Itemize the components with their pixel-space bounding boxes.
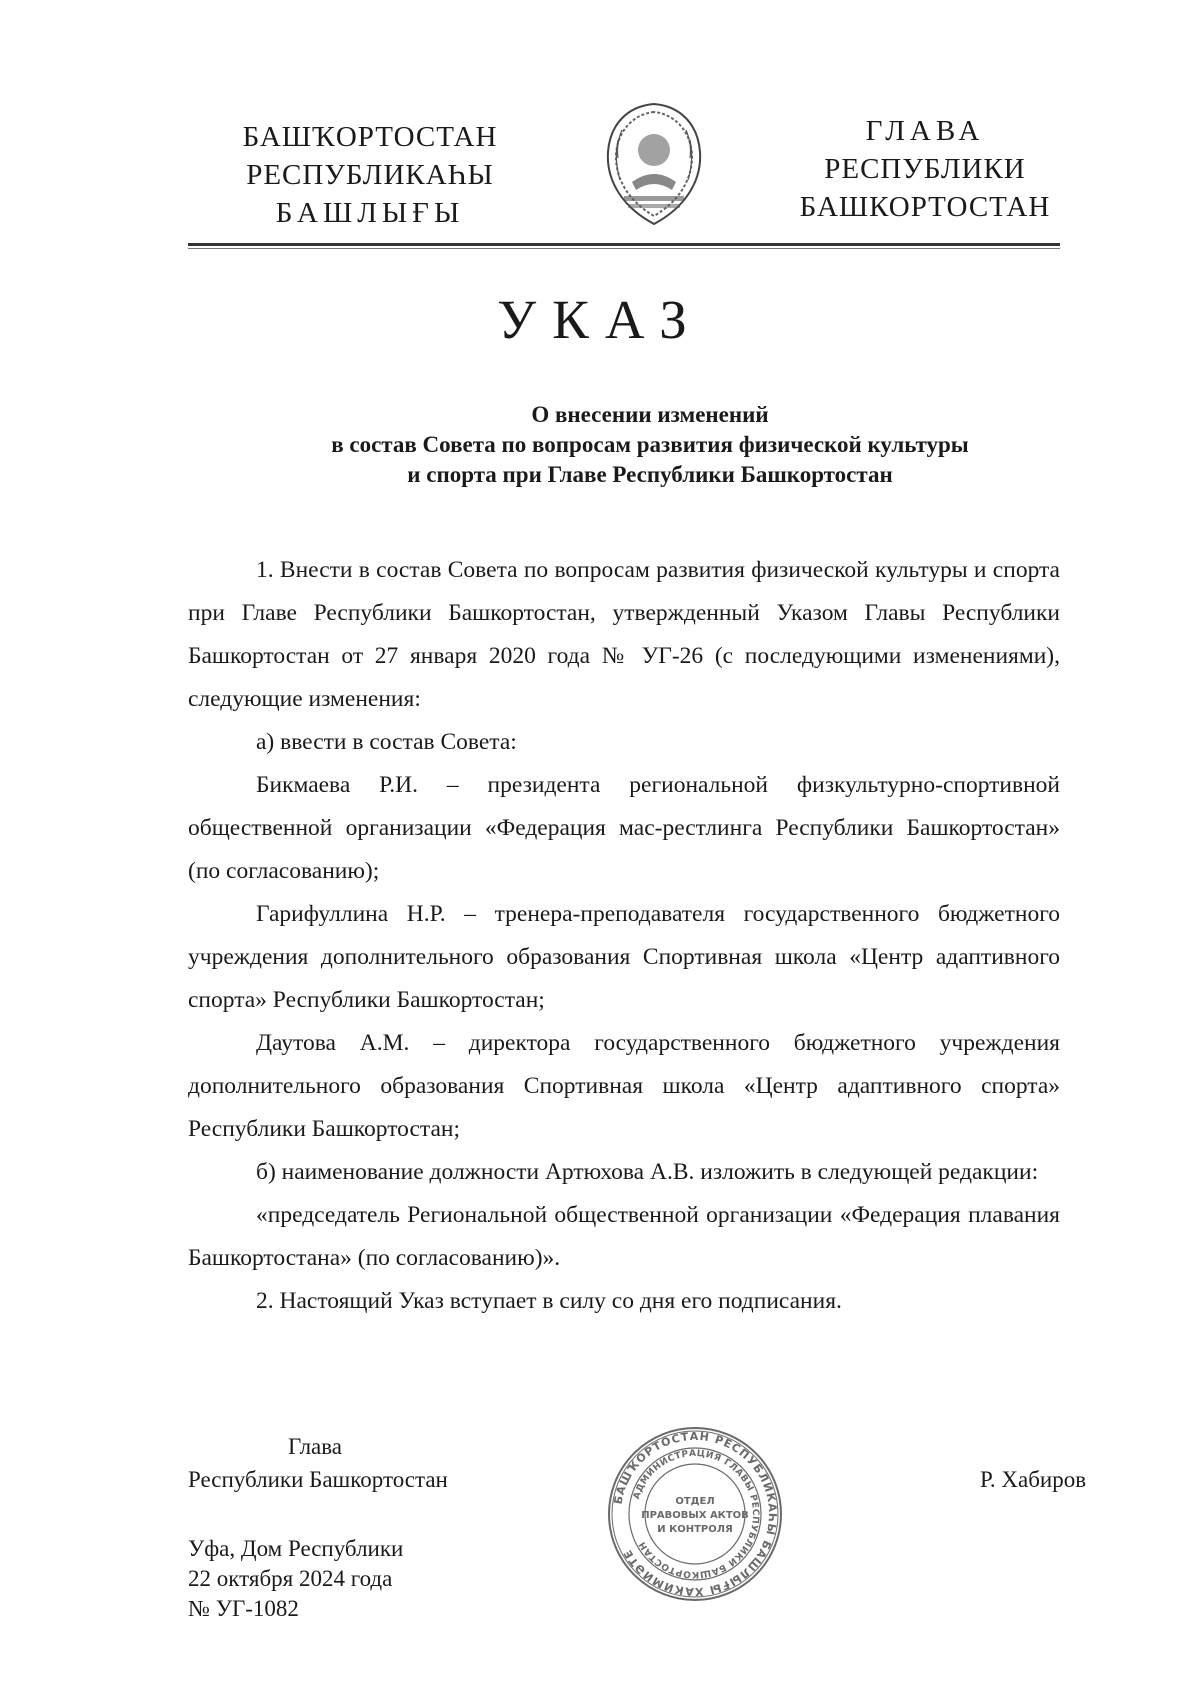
header-right-block bbox=[775, 112, 1075, 226]
document-body bbox=[188, 549, 1060, 1323]
title-line-3: и спорта при Главе Республики Башкортостан bbox=[407, 462, 893, 487]
signatory-post-line-1: Глава bbox=[288, 1434, 343, 1459]
paragraph-4: Гарифуллина Н.Р. – тренера-преподавателя государственного бюджетного учреждения дополнительного образования Спортивная школа «Центр адаптивного спорта» Республики Башкортостан; bbox=[188, 901, 1060, 1013]
header-right-line-3: БАШКОРТОСТАН bbox=[799, 191, 1051, 223]
date: 22 октября 2024 года bbox=[188, 1566, 393, 1591]
header-right-line-1: ГЛАВА bbox=[865, 115, 985, 147]
paragraph-8: 2. Настоящий Указ вступает в силу со дня его подписания. bbox=[256, 1288, 842, 1314]
seal-center-line-2: ПРАВОВЫХ АКТОВ bbox=[641, 1510, 749, 1521]
official-seal-icon bbox=[605, 1424, 785, 1604]
coat-of-arms-icon bbox=[598, 100, 710, 230]
title-line-1: О внесении изменений bbox=[531, 402, 769, 427]
seal-outer-text: БАШҠОРТОСТАН РЕСПУБЛИКАҺЫ БАШЛЫҒЫ ХАКИМИӘТЕ bbox=[611, 1429, 780, 1599]
paragraph-3: Бикмаева Р.И. – президента региональной физкультурно-спортивной общественной организации «Федерация мас-рестлинга Республики Башкортостан» (по согласованию); bbox=[188, 772, 1060, 884]
header-right-line-2: РЕСПУБЛИКИ bbox=[824, 153, 1026, 185]
header-left-line-1: БАШҠОРТОСТАН bbox=[242, 121, 498, 153]
paragraph-1: 1. Внести в состав Совета по вопросам развития физической культуры и спорта при Главе Республики Башкортостан, утвержденный Указом Главы Республики Башкортостан от 27 января 2020 года № УГ-26 (с последующими изменениями), следующие изменения: bbox=[188, 557, 1060, 712]
place: Уфа, Дом Республики bbox=[188, 1536, 404, 1561]
header-left-block bbox=[225, 118, 515, 232]
document-title bbox=[200, 400, 1100, 490]
seal-center-line-1: ОТДЕЛ bbox=[675, 1496, 715, 1507]
title-line-2: в состав Совета по вопросам развития физической культуры bbox=[331, 432, 969, 457]
signatory-post-line-2: Республики Башкортостан bbox=[188, 1467, 448, 1492]
paragraph-5: Даутова А.М. – директора государственного бюджетного учреждения дополнительного образования Спортивная школа «Центр адаптивного спорта» Республики Башкортостан; bbox=[188, 1030, 1060, 1142]
paragraph-6: б) наименование должности Артюхова А.В. изложить в следующей редакции: bbox=[256, 1159, 1039, 1185]
header-left-line-2: РЕСПУБЛИКАҺЫ bbox=[246, 159, 494, 191]
paragraph-2: а) ввести в состав Совета: bbox=[256, 729, 517, 755]
place-date-block bbox=[188, 1534, 528, 1624]
signatory-name: Р. Хабиров bbox=[980, 1467, 1087, 1492]
header-divider-thin bbox=[188, 248, 1060, 249]
paragraph-7: «председатель Региональной общественной организации «Федерация плавания Башкортостана» (по согласованию)». bbox=[188, 1202, 1060, 1271]
document-type-heading: УКАЗ bbox=[497, 289, 703, 350]
signatory-post bbox=[188, 1430, 508, 1496]
header-left-line-3: БАШЛЫҒЫ bbox=[275, 197, 465, 229]
header-divider bbox=[188, 243, 1060, 246]
document-number: № УГ-1082 bbox=[188, 1596, 299, 1621]
seal-center-line-3: И КОНТРОЛЯ bbox=[657, 1524, 733, 1535]
seal-inner-text: АДМИНИСТРАЦИЯ ГЛАВЫ РЕСПУБЛИКИ БАШКОРТОСТАН bbox=[632, 1448, 761, 1580]
